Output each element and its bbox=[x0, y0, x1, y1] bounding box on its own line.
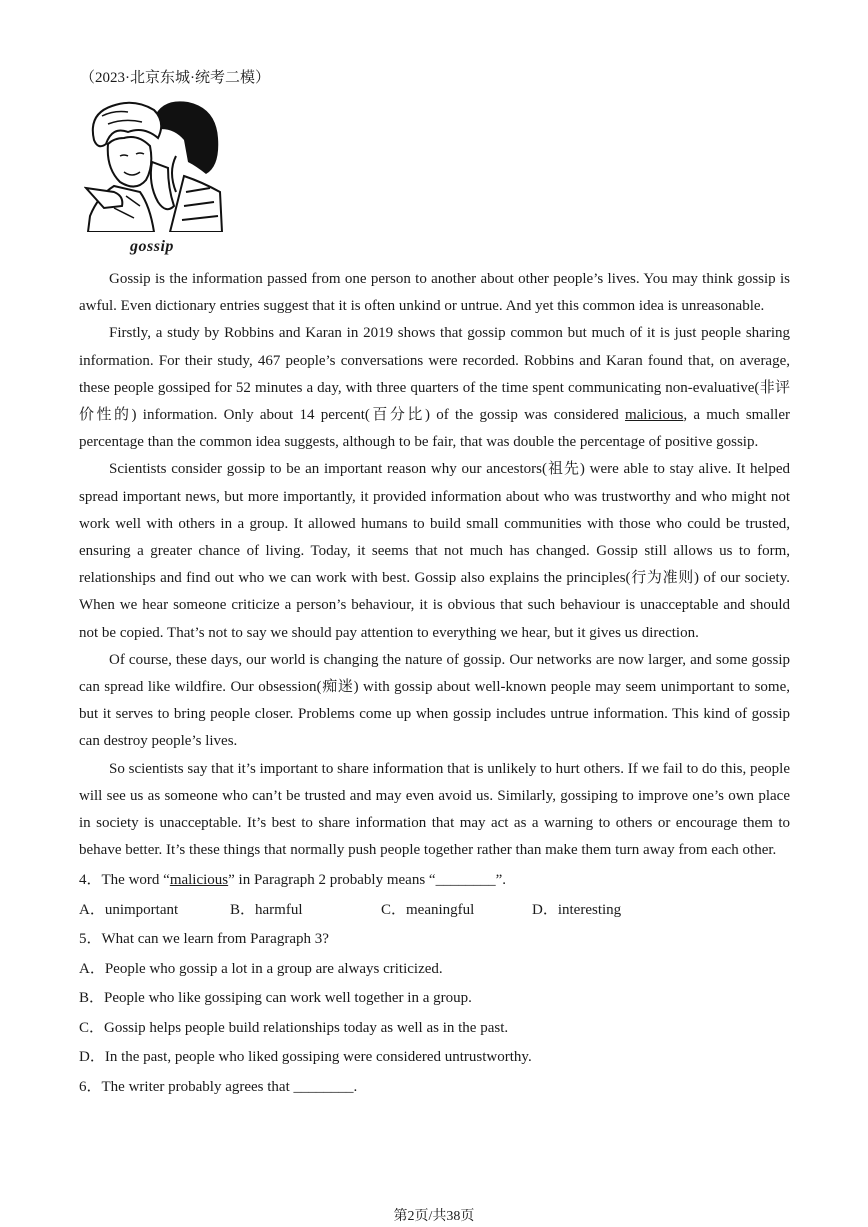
source-tag: （2023·北京东城·统考二模） bbox=[80, 70, 270, 86]
question-list bbox=[79, 866, 790, 1102]
question-6-stem bbox=[79, 1073, 790, 1103]
reading-passage bbox=[79, 266, 790, 864]
q5-option-d[interactable]: D．In the past, people who liked gossiping were considered untrustworthy. bbox=[79, 1049, 532, 1065]
question-4-options bbox=[79, 896, 790, 926]
underlined-word-malicious: malicious bbox=[624, 407, 684, 424]
question-4-stem bbox=[79, 866, 790, 896]
q4-option-d[interactable]: D．interesting bbox=[532, 901, 622, 918]
paragraph-2-text-after: , a much smaller percentage than the common idea suggests, although to be fair, that was double the percentage of positive gossip. bbox=[79, 407, 790, 451]
q6-pre: 6．The writer probably agrees that bbox=[79, 1078, 294, 1095]
q4-mid: ” in Paragraph 2 probably means “ bbox=[228, 872, 436, 888]
q5-option-a[interactable]: A．People who gossip a lot in a group are always criticized. bbox=[79, 960, 443, 977]
q4-answer-blank: ________ bbox=[435, 872, 496, 888]
paragraph-4: Of course, these days, our world is changing the nature of gossip. Our networks are now larger, and some gossip can spread like wildfire. Our obsession(痴迷) with gossip about well-known people may seem unimportant to some, but it serves to bring people closer. Problems come up when gossip includes untrue information. This kind of gossip can destroy people’s lives. bbox=[79, 651, 790, 750]
q4-pre: 4．The word “ bbox=[79, 872, 170, 888]
paragraph-1: Gossip is the information passed from one person to another about other people’s lives. You may think gossip is awful. Even dictionary entries suggest that it is often unkind or untrue. And yet this common idea is unreasonable. bbox=[79, 271, 790, 315]
q5-option-c[interactable]: C．Gossip helps people build relationships today as well as in the past. bbox=[79, 1019, 509, 1036]
paragraph-2 bbox=[79, 320, 790, 456]
illustration-caption: gossip bbox=[130, 238, 174, 255]
q4-option-c[interactable]: C．meaningful bbox=[381, 901, 475, 918]
q5-option-b[interactable]: B．People who like gossiping can work well together in a group. bbox=[79, 990, 472, 1006]
q4-underlined-word: malicious bbox=[169, 872, 229, 888]
q4-option-a[interactable]: A．unimportant bbox=[79, 901, 179, 918]
q4-option-b[interactable]: B．harmful bbox=[230, 901, 303, 918]
q6-post: . bbox=[353, 1078, 358, 1095]
q6-answer-blank: ________ bbox=[293, 1078, 354, 1095]
q4-post: ”. bbox=[495, 872, 506, 888]
page-number-footer: 第2页/共38页 bbox=[393, 1209, 475, 1224]
paragraph-2-text-before: Firstly, a study by Robbins and Karan in 2019 shows that gossip common but much of it is just people sharing information. For their study, 467 people’s conversations were recorded. Robbins and Karan found that, on average, these people gossiped for 52 minutes a day, with three quarters of the time spent communicating non-evaluative(非评价性的) information. Only about 14 percent(百分比) of the gossip was considered bbox=[79, 325, 790, 424]
paragraph-3: Scientists consider gossip to be an important reason why our ancestors(祖先) were able to stay alive. It helped spread important news, but more importantly, it provided information about who was trustworthy and who might not work well with others in a group. It allowed humans to build small communities with those who could be trusted, ensuring a greater chance of living. Today, it seems that not much has changed. Gossip still allows us to form, relationships and find out who we can work with best. Gossip also explains the principles(行为准则) of our society. When we hear someone criticize a person’s behaviour, it is obvious that such behaviour is unacceptable and should not be copied. That’s not to say we should pay attention to everything we hear, but it gives us direction. bbox=[79, 461, 790, 641]
paragraph-5: So scientists say that it’s important to share information that is unlikely to hurt others. If we fail to do this, people will see us as someone who can’t be trusted and may even avoid us. Similarly, gossiping to improve one’s own place in society is unacceptable. It’s best to share information that may act as a warning to others or encourage them to behave better. It’s these things that normally push people together rather than make them turn away from each other. bbox=[79, 760, 790, 859]
question-5-stem: 5．What can we learn from Paragraph 3? bbox=[79, 931, 329, 947]
two-women-whispering-illustration-icon bbox=[84, 96, 226, 232]
